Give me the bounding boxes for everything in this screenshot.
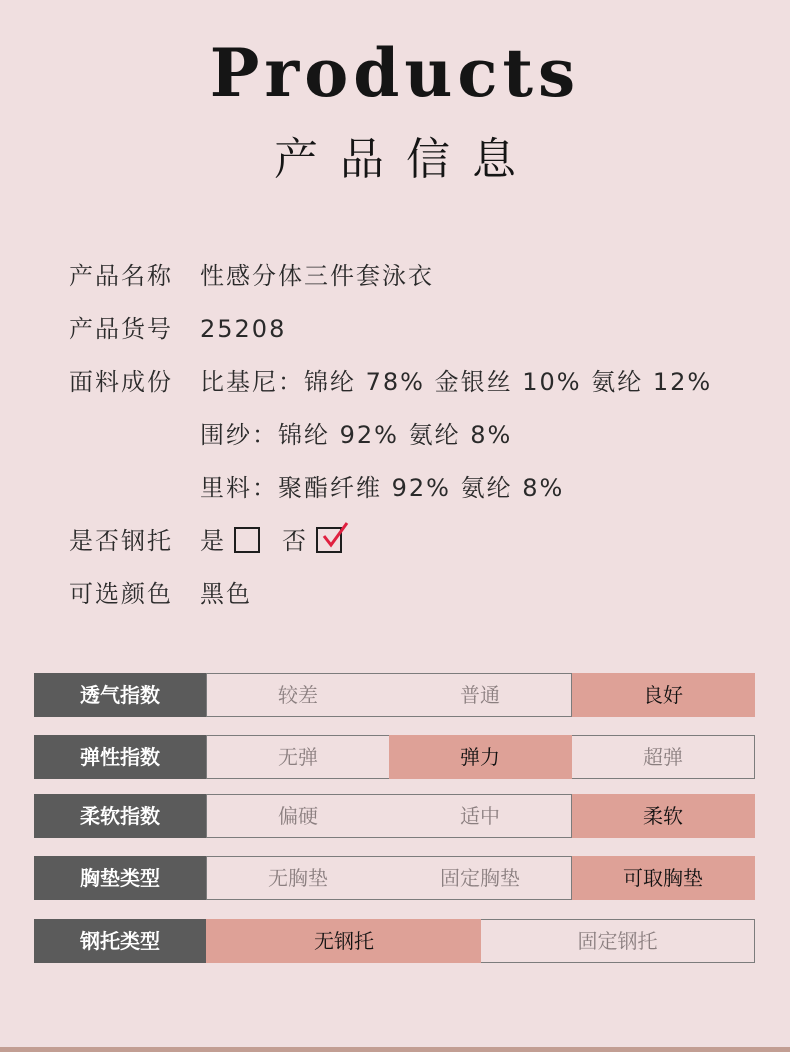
rating-label: 钢托类型 <box>34 919 206 963</box>
check-icon <box>320 521 350 551</box>
rating-option: 超弹 <box>572 735 755 779</box>
rating-elasticity <box>34 735 755 779</box>
fabric-label: 面料成份 <box>69 368 173 396</box>
rating-option: 无胸垫 <box>206 856 390 900</box>
color-value: 黑色 <box>200 580 252 608</box>
sku-label: 产品货号 <box>69 315 173 343</box>
rating-option-selected: 可取胸垫 <box>572 856 755 900</box>
fabric-line: 围纱：锦纶 92% 氨纶 8% <box>200 421 513 449</box>
rating-option: 偏硬 <box>206 794 390 838</box>
rating-option: 较差 <box>206 673 390 717</box>
rating-option: 固定胸垫 <box>389 856 572 900</box>
bottom-divider <box>0 1047 790 1052</box>
underwire-options <box>200 523 342 559</box>
color-label: 可选颜色 <box>69 580 173 608</box>
rating-option: 无弹 <box>206 735 390 779</box>
rating-label: 弹性指数 <box>34 735 206 779</box>
rating-option: 普通 <box>389 673 572 717</box>
rating-breathability <box>34 673 755 717</box>
rating-option: 适中 <box>389 794 572 838</box>
rating-padding <box>34 856 755 900</box>
rating-option-selected: 弹力 <box>389 735 572 779</box>
underwire-no-label: 否 <box>282 527 308 555</box>
underwire-label: 是否钢托 <box>69 527 173 555</box>
rating-softness <box>34 794 755 838</box>
rating-underwire <box>34 919 755 963</box>
fabric-line: 比基尼：锦纶 78% 金银丝 10% 氨纶 12% <box>200 368 713 396</box>
rating-option-selected: 无钢托 <box>206 919 482 963</box>
underwire-yes-checkbox[interactable] <box>234 527 260 553</box>
underwire-yes-label: 是 <box>200 527 226 555</box>
fabric-line: 里料：聚酯纤维 92% 氨纶 8% <box>200 474 565 502</box>
sku-value: 25208 <box>200 315 287 343</box>
title-english: Products <box>209 34 581 112</box>
rating-option: 固定钢托 <box>481 919 755 963</box>
rating-option-selected: 良好 <box>572 673 755 717</box>
name-label: 产品名称 <box>69 262 173 290</box>
rating-label: 胸垫类型 <box>34 856 206 900</box>
underwire-no-checkbox[interactable] <box>316 527 342 553</box>
rating-option-selected: 柔软 <box>572 794 755 838</box>
rating-label: 柔软指数 <box>34 794 206 838</box>
title-chinese: 产品信息 <box>274 134 538 185</box>
rating-label: 透气指数 <box>34 673 206 717</box>
name-value: 性感分体三件套泳衣 <box>200 262 434 290</box>
